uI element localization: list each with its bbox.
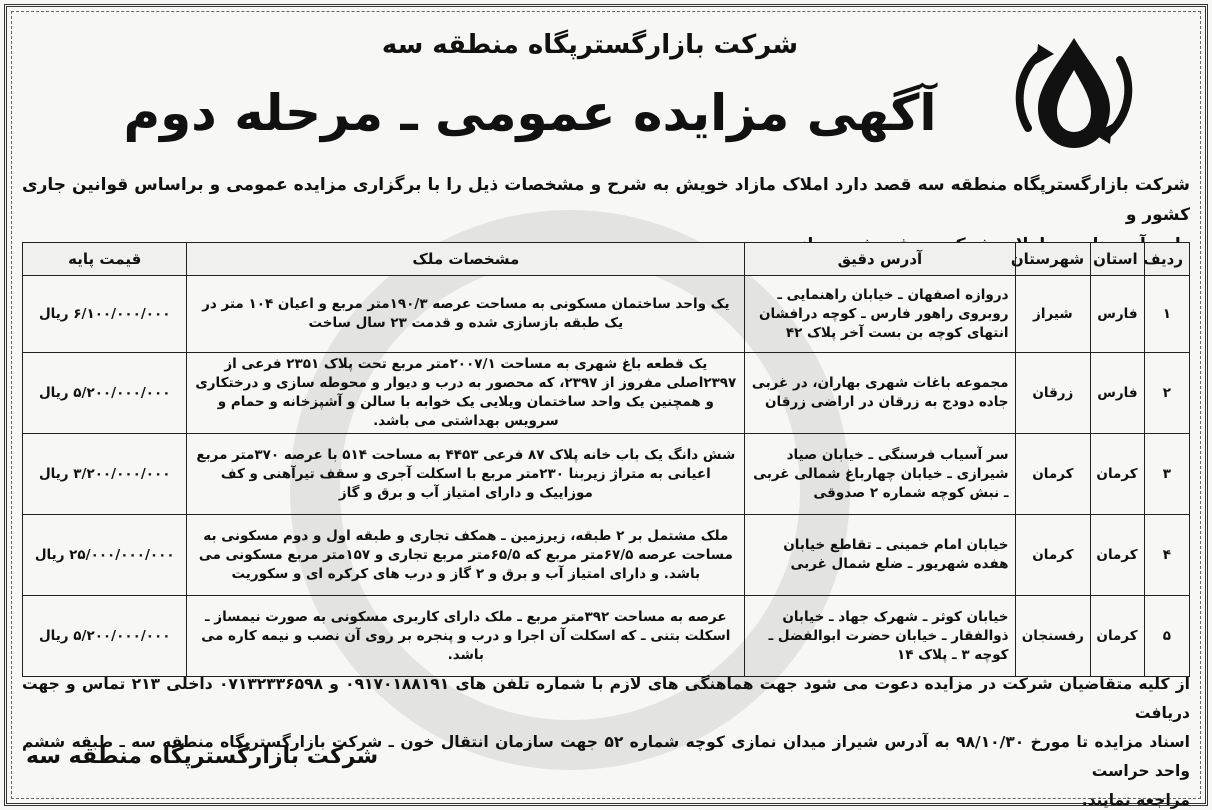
cell-city: رفسنجان	[1015, 596, 1091, 677]
footer-line: از کلیه متقاضیان شرکت در مزایده دعوت می شود جهت هماهنگی های لازم با شماره تلفن های ۰۹۱۷۰۱۸۸۱۹۱ و ۰۷۱۳۲۳۳۶۵۹۸ داخلی ۲۱۳ تماس و جهت دریافت	[22, 675, 1190, 722]
footer-line: اسناد مزایده تا مورخ ۹۸/۱۰/۳۰ به آدرس شیراز میدان نمازی کوچه شماره ۵۲ جهت سازمان انتقال خون ـ شرکت بازارگسترپگاه منطقه سه ـ طبقه ششم واحد حراست	[22, 733, 1190, 780]
cell-price: ۶/۱۰۰/۰۰۰/۰۰۰ ریال	[23, 276, 187, 353]
cell-row-number: ۵	[1144, 596, 1189, 677]
cell-city: شیراز	[1015, 276, 1091, 353]
cell-city: زرقان	[1015, 353, 1091, 434]
cell-address: دروازه اصفهان ـ خیابان راهنمایی ـ روبروی راهور فارس ـ کوچه درافشان انتهای کوچه بن بست آخر پلاک ۴۲	[745, 276, 1015, 353]
cell-price: ۵/۲۰۰/۰۰۰/۰۰۰ ریال	[23, 596, 187, 677]
cell-province: فارس	[1091, 353, 1144, 434]
table-row	[23, 515, 1190, 596]
cell-province: کرمان	[1091, 596, 1144, 677]
cell-address: سر آسیاب فرسنگی ـ خیابان صیاد شیرازی ـ خیابان چهارباغ شمالی غربی ـ نبش کوچه شماره ۲ صدوقی	[745, 434, 1015, 515]
cell-city: کرمان	[1015, 434, 1091, 515]
notice-title: آگهی مزایده عمومی ـ مرحله دوم	[123, 84, 937, 142]
cell-province: فارس	[1091, 276, 1144, 353]
cell-city: کرمان	[1015, 515, 1091, 596]
cell-specs: عرصه به مساحت ۳۹۲متر مربع ـ ملک دارای کاربری مسکونی به صورت نیمساز ـ اسکلت بتنی ـ که اسکلت آن اجرا و درب و پنجره بر روی آن نصب و نیمه کاره می باشد.	[187, 596, 745, 677]
company-name-heading: شرکت بازارگسترپگاه منطقه سه	[381, 30, 799, 60]
cell-specs: یک واحد ساختمان مسکونی به مساحت عرصه ۱۹۰/۳متر مربع و اعیان ۱۰۴ متر در یک طبقه بازسازی شده و قدمت ۲۳ سال ساخت	[187, 276, 745, 353]
company-signature: شرکت بازارگسترپگاه منطقه سه	[26, 744, 379, 769]
header-address: آدرس دقیق	[745, 243, 1015, 276]
cell-address: مجموعه باغات شهری بهاران، در غربی جاده دودج به زرقان در اراضی زرقان	[745, 353, 1015, 434]
header-specs: مشخصات ملک	[187, 243, 745, 276]
header-province: استان	[1091, 243, 1144, 276]
properties-table	[22, 242, 1190, 677]
cell-specs: شش دانگ یک باب خانه پلاک ۸۷ فرعی ۴۴۵۳ به مساحت ۵۱۴ با عرصه ۳۷۰متر مربع اعیانی به متراژ زیربنا ۲۳۰متر مربع با اسکلت آجری و سقف تیرآهنی و کف موزاییک و دارای امتیاز آب و برق و گاز	[187, 434, 745, 515]
cell-row-number: ۲	[1144, 353, 1189, 434]
cell-province: کرمان	[1091, 515, 1144, 596]
header-city: شهرستان	[1015, 243, 1091, 276]
header-price: قیمت پایه	[23, 243, 187, 276]
cell-row-number: ۳	[1144, 434, 1189, 515]
cell-specs: ملک مشتمل بر ۲ طبقه، زیرزمین ـ همکف تجاری و طبقه اول و دوم مسکونی به مساحت عرصه ۶۷/۵متر مربع که ۶۵/۵متر مربع تجاری و ۱۵۷متر مربع مسکونی می باشد. و دارای امتیاز آب و برق و ۲ گاز و درب های کرکره ای و سکوریت	[187, 515, 745, 596]
cell-address: خیابان کوثر ـ شهرک جهاد ـ خیابان ذوالفقار ـ خیابان حضرت ابوالفضل ـ کوچه ۳ ـ پلاک ۱۴	[745, 596, 1015, 677]
table-row	[23, 434, 1190, 515]
cell-price: ۳/۲۰۰/۰۰۰/۰۰۰ ریال	[23, 434, 187, 515]
header-row-number: ردیف	[1144, 243, 1189, 276]
cell-row-number: ۱	[1144, 276, 1189, 353]
cell-specs: یک قطعه باغ شهری به مساحت ۲۰۰۷/۱متر مربع تحت پلاک ۲۳۵۱ فرعی از ۲۳۹۷اصلی مفروز از ۲۳۹۷، که محصور به درب و دیوار و محوطه سازی و درختکاری و همچنین یک واحد ساختمان ویلایی یک خوابه با سالن و آشپزخانه و حمام و سرویس بهداشتی می باشد.	[187, 353, 745, 434]
table-row	[23, 276, 1190, 353]
company-logo-icon	[994, 24, 1154, 164]
cell-price: ۲۵/۰۰۰/۰۰۰/۰۰۰ ریال	[23, 515, 187, 596]
cell-row-number: ۴	[1144, 515, 1189, 596]
cell-price: ۵/۲۰۰/۰۰۰/۰۰۰ ریال	[23, 353, 187, 434]
table-header-row	[23, 243, 1190, 276]
table-row	[23, 596, 1190, 677]
cell-address: خیابان امام خمینی ـ تقاطع خیابان هفده شهریور ـ ضلع شمال غربی	[745, 515, 1015, 596]
cell-province: کرمان	[1091, 434, 1144, 515]
contact-paragraph	[22, 670, 1190, 810]
intro-line: شرکت بازارگسترپگاه منطقه سه قصد دارد املاک مازاد خویش به شرح و مشخصات ذیل را با برگزاری مزایده عمومی و براساس قوانین جاری کشور و	[22, 175, 1190, 225]
table-row	[23, 353, 1190, 434]
footer-line: مراجعه نمایند.	[1081, 791, 1190, 809]
